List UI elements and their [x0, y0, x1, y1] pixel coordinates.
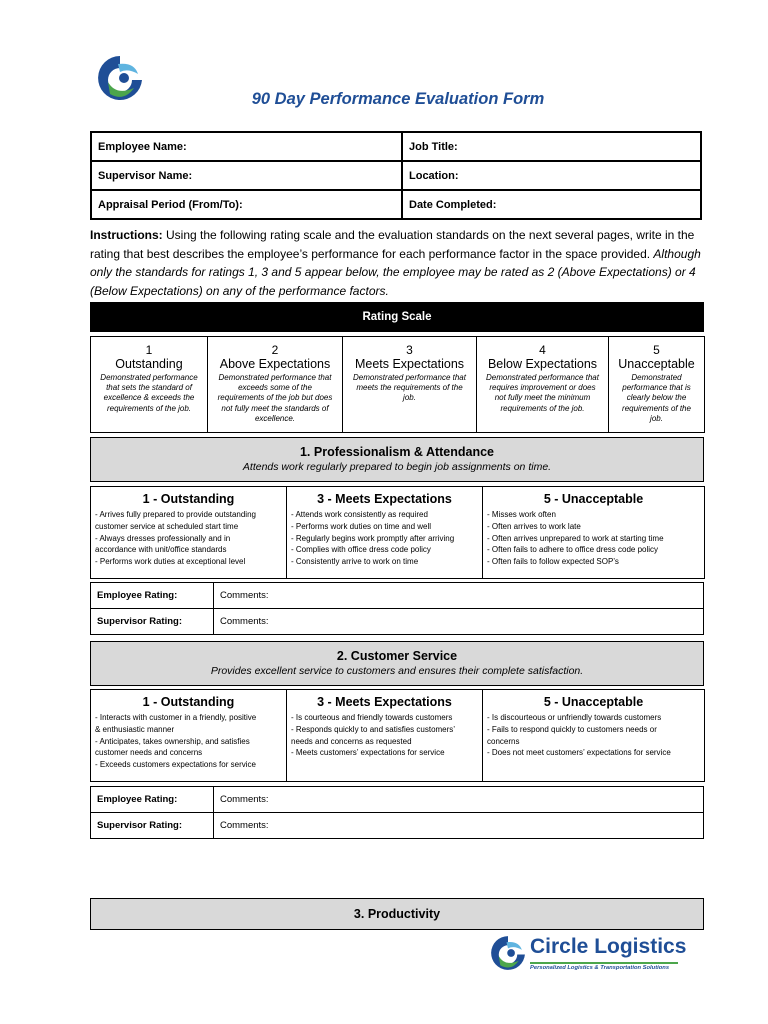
supervisor-rating-label: Supervisor Rating: [91, 609, 214, 635]
standard-line: - Often fails to adhere to office dress code policy [487, 545, 659, 555]
standard-meets [287, 487, 483, 579]
standard-line: - Does not meet customers’ expectations for service [487, 748, 671, 758]
standard-title: 1 - Outstanding [142, 695, 235, 709]
standard-line: - Anticipates, takes ownership, and satisfies [95, 736, 250, 746]
rating-table-customer-service [90, 786, 704, 839]
employee-comments-field[interactable]: Comments: [214, 787, 704, 813]
scale-name: Unacceptable [618, 357, 695, 371]
supervisor-rating-label: Supervisor Rating: [91, 813, 214, 839]
supervisor-comments-field[interactable]: Comments: [214, 813, 704, 839]
standard-line: - Is courteous and friendly towards customers [291, 713, 453, 722]
rating-scale-table [90, 336, 705, 433]
employee-comments-field[interactable]: Comments: [214, 583, 704, 609]
standard-outstanding [91, 690, 287, 782]
job-title-field[interactable]: Job Title: [402, 132, 701, 161]
scale-description: Demonstrated performance that requires improvement or does not fully meet the minimum requirements of the job. [486, 373, 599, 413]
instructions-note: Although only the standards for ratings 1, 3 and 5 appear below, the employee may be rated as 2 (Above Expectations) or 4 (Below Expectations) on any of the performance factors. [90, 246, 701, 298]
standard-line: - Exceeds customers expectations for service [95, 760, 256, 770]
standards-table-customer-service [90, 689, 705, 782]
brand-divider [530, 962, 678, 964]
section-header-productivity: 3. Productivity [90, 898, 704, 930]
scale-cell-3 [343, 337, 477, 433]
standard-line: customer needs and concerns [95, 748, 203, 758]
standard-title: 5 - Unacceptable [543, 695, 644, 709]
standard-line: concerns [487, 736, 520, 746]
brand-logo-icon [488, 933, 528, 973]
section-subtitle: Attends work regularly prepared to begin job assignments on time. [242, 461, 552, 473]
appraisal-period-field[interactable]: Appraisal Period (From/To): [91, 190, 402, 219]
standard-line: - Arrives fully prepared to provide outstanding [95, 510, 256, 519]
standard-unacceptable [483, 487, 705, 579]
standard-line: - Consistently arrive to work on time [291, 557, 419, 567]
instructions-paragraph [90, 226, 710, 300]
scale-number: 2 [271, 343, 279, 357]
employee-info-table [90, 131, 702, 220]
standard-line: - Complies with office dress code policy [291, 545, 431, 555]
scale-number: 4 [539, 343, 546, 357]
standard-line: customer service at scheduled start time [95, 521, 239, 531]
scale-cell-5 [609, 337, 705, 433]
brand-name: Circle Logistics [530, 935, 687, 958]
scale-cell-4 [477, 337, 609, 433]
section-title: 2. Customer Service [336, 649, 458, 663]
standard-line: - Responds quickly to and satisfies customers’ [291, 724, 456, 734]
standard-line: - Always dresses professionally and in [95, 533, 231, 543]
date-completed-field[interactable]: Date Completed: [402, 190, 701, 219]
standard-outstanding [91, 487, 287, 579]
rating-table-professionalism [90, 582, 704, 635]
standard-meets [287, 690, 483, 782]
standard-line: - Performs work duties at exceptional level [95, 557, 246, 567]
standard-line: - Often arrives to work late [487, 521, 581, 531]
standard-line: - Often arrives unprepared to work at starting time [487, 533, 664, 543]
standards-table-professionalism [90, 486, 705, 579]
standard-title: 3 - Meets Expectations [317, 492, 452, 506]
section-subtitle: Provides excellent service to customers and ensures their complete satisfaction. [210, 665, 584, 677]
standard-title: 3 - Meets Expectations [317, 695, 452, 709]
supervisor-name-field[interactable]: Supervisor Name: [91, 161, 402, 190]
employee-name-field[interactable]: Employee Name: [91, 132, 402, 161]
scale-number: 5 [653, 343, 660, 357]
employee-rating-label: Employee Rating: [91, 787, 214, 813]
standard-title: 5 - Unacceptable [543, 492, 644, 506]
standard-line: - Meets customers’ expectations for service [291, 748, 445, 758]
form-title: 90 Day Performance Evaluation Form [251, 90, 545, 108]
brand-tagline: Personalized Logistics & Transportation Solutions [530, 965, 670, 971]
scale-cell-1 [91, 337, 208, 433]
standard-line: - Regularly begins work promptly after arriving [291, 533, 455, 543]
scale-name: Outstanding [115, 357, 183, 371]
scale-description: Demonstrated performance that meets the requirements of the job. [353, 373, 466, 403]
standard-title: 1 - Outstanding [142, 492, 235, 506]
scale-name: Below Expectations [487, 357, 598, 371]
standard-line: - Often fails to follow expected SOP’s [487, 557, 619, 567]
standard-line: - Misses work often [487, 510, 556, 519]
scale-name: Meets Expectations [354, 357, 465, 371]
section-title: 1. Professionalism & Attendance [299, 445, 495, 459]
standard-line: - Is discourteous or unfriendly towards customers [487, 713, 662, 722]
scale-name: Above Expectations [219, 357, 331, 371]
brand-footer [488, 933, 688, 977]
section-header-customer-service [90, 641, 704, 686]
standard-unacceptable [483, 690, 705, 782]
location-field[interactable]: Location: [402, 161, 701, 190]
instructions-text: Using the following rating scale and the evaluation standards on the next several pages, write in the rating that best describes the employee’s performance for each performance factor in the space provided. [90, 228, 695, 261]
scale-number: 1 [145, 343, 153, 357]
instructions-label: Instructions: [90, 228, 163, 242]
standard-line: - Attends work consistently as required [291, 510, 428, 519]
rating-scale-header: Rating Scale [90, 302, 704, 332]
section-header-professionalism [90, 437, 704, 482]
standard-line: needs and concerns as requested [291, 736, 412, 746]
standard-line: - Interacts with customer in a friendly, positive [95, 713, 257, 722]
scale-description: Demonstrated performance that sets the standard of excellence & exceeds the requirements of the job. [100, 373, 198, 413]
scale-description: Demonstrated performance that exceeds some of the requirements of the job but does not fully meet the standards of excellence. [217, 373, 333, 423]
scale-description: Demonstrated performance that is clearly below the requirements of the job. [622, 373, 691, 423]
standard-line: & enthusiastic manner [95, 724, 175, 734]
scale-cell-2 [208, 337, 343, 433]
scale-number: 3 [406, 343, 413, 357]
standard-line: - Performs work duties on time and well [291, 521, 432, 531]
standard-line: accordance with unit/office standards [95, 545, 227, 555]
supervisor-comments-field[interactable]: Comments: [214, 609, 704, 635]
employee-rating-label: Employee Rating: [91, 583, 214, 609]
standard-line: - Fails to respond quickly to customers needs or [487, 724, 657, 734]
